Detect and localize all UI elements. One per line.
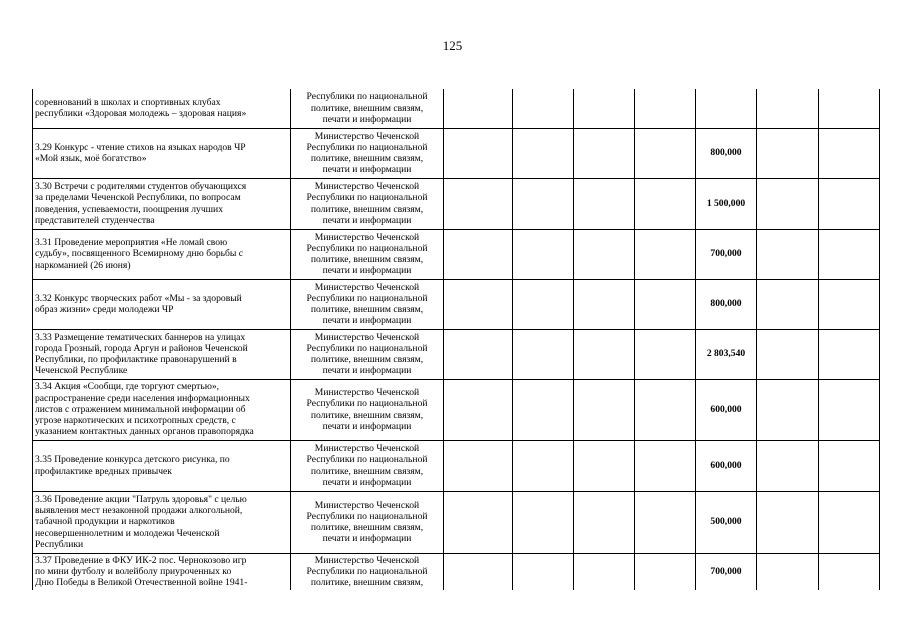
event-description-cell (33, 491, 291, 553)
description-line: по мини футболу и волейболу приуроченных ко (35, 566, 232, 578)
description-line: несовершеннолетним и молодежи Чеченской (35, 527, 220, 539)
program-table (32, 89, 880, 590)
empty-cell (757, 491, 819, 553)
empty-cell (513, 178, 574, 229)
empty-cell (513, 553, 574, 590)
executor-line: Республики по национальной (306, 342, 428, 354)
empty-cell (819, 379, 880, 440)
description-line: указанием контактных данных органов правопорядка (35, 426, 254, 438)
description-line: города Грозный, города Аргун и районов Чеченской (35, 342, 248, 354)
empty-cell (819, 178, 880, 229)
description-line: табачной продукции и наркотиков (35, 516, 175, 528)
event-description-cell (33, 379, 291, 440)
executor-line: Республики по национальной (306, 192, 428, 204)
empty-cell (819, 229, 880, 279)
table-row (33, 491, 880, 553)
empty-cell (574, 89, 635, 128)
executor-line: политике, внешним связям, (310, 203, 424, 215)
event-description-cell (33, 553, 291, 590)
table-row (33, 379, 880, 440)
amount-cell: 800,000 (696, 128, 757, 178)
table-row (33, 440, 880, 491)
empty-cell (513, 440, 574, 491)
empty-cell (819, 329, 880, 379)
empty-cell (635, 491, 696, 553)
amount-cell: 500,000 (696, 491, 757, 553)
event-description-cell (33, 128, 291, 178)
empty-cell (574, 329, 635, 379)
executor-line: Республики по национальной (306, 398, 428, 410)
description-line: Республики (35, 538, 84, 550)
empty-cell (513, 379, 574, 440)
executor-cell (291, 329, 444, 379)
empty-cell (574, 440, 635, 491)
amount-cell: 600,000 (696, 379, 757, 440)
empty-cell (635, 553, 696, 590)
page-number: 125 (442, 38, 463, 53)
amount-cell: 1 500,000 (696, 178, 757, 229)
amount-cell: 2 803,540 (696, 329, 757, 379)
executor-line: Республики по национальной (306, 510, 428, 522)
executor-line: политике, внешним связям, (310, 409, 424, 421)
empty-cell (819, 553, 880, 590)
executor-line: Республики по национальной (306, 454, 428, 466)
executor-line: Министерство Чеченской (314, 443, 420, 455)
empty-cell (444, 89, 513, 128)
executor-line: политике, внешним связям, (310, 522, 424, 533)
executor-line: печати и информации (322, 214, 412, 226)
table-row (33, 329, 880, 379)
description-line: 3.32 Конкурс творческих работ «Мы - за здоровый (35, 292, 242, 304)
description-line: профилактике вредных привычек (35, 465, 172, 477)
empty-cell (635, 128, 696, 178)
executor-cell (291, 128, 444, 178)
empty-cell (513, 279, 574, 329)
executor-line: Министерство Чеченской (314, 130, 420, 142)
description-line: судьбу», посвященного Всемирному дню борьбы с (35, 248, 244, 260)
empty-cell (757, 178, 819, 229)
executor-line: Министерство Чеченской (314, 231, 420, 243)
event-description-cell (33, 279, 291, 329)
empty-cell (513, 128, 574, 178)
empty-cell (574, 128, 635, 178)
executor-cell (291, 89, 444, 128)
description-line: образ жизни» среди молодежи ЧР (35, 304, 174, 315)
empty-cell (757, 128, 819, 178)
executor-line: Республики по национальной (306, 292, 428, 304)
empty-cell (635, 329, 696, 379)
executor-line: политике, внешним связям, (310, 465, 424, 477)
executor-line: Республики по национальной (306, 242, 428, 254)
description-line: Чеченской Республике (35, 365, 128, 377)
description-line: 3.30 Встречи с родителями студентов обучающихся (35, 181, 247, 193)
empty-cell (444, 379, 513, 440)
executor-cell (291, 440, 444, 491)
empty-cell (513, 89, 574, 128)
executor-line: политике, внешним связям, (310, 577, 424, 589)
description-line: 3.37 Проведение в ФКУ ИК-2 пос. Чернокозово игр (35, 554, 247, 566)
empty-cell (635, 379, 696, 440)
empty-cell (574, 491, 635, 553)
executor-cell (291, 379, 444, 440)
executor-line: печати и информации (322, 365, 412, 377)
empty-cell (757, 379, 819, 440)
empty-cell (819, 440, 880, 491)
executor-line: Министерство Чеченской (314, 281, 420, 293)
executor-line: Министерство Чеченской (314, 181, 420, 193)
empty-cell (444, 440, 513, 491)
empty-cell (574, 279, 635, 329)
empty-cell (819, 491, 880, 553)
executor-line: политике, внешним связям, (310, 354, 424, 365)
table-row (33, 279, 880, 329)
event-description-cell (33, 89, 291, 128)
executor-line: Республики по национальной (306, 91, 428, 103)
empty-cell (574, 178, 635, 229)
description-line: представителей студенчества (35, 214, 155, 226)
executor-cell (291, 178, 444, 229)
empty-cell (444, 279, 513, 329)
description-line: 3.33 Размещение тематических баннеров на улицах (35, 331, 246, 343)
description-line: листов с отражением минимальной информации об (35, 403, 246, 415)
event-description-cell (33, 178, 291, 229)
description-line: за пределами Чеченской Республики, по вопросам (35, 192, 241, 204)
description-line: поведения, успеваемости, поощрения лучших (35, 203, 223, 215)
executor-line: печати и информации (322, 164, 412, 176)
table-row (33, 89, 880, 128)
description-line: выявления мест незаконной продажи алкогольной, (35, 505, 243, 517)
executor-line: политике, внешним связям, (310, 254, 424, 265)
executor-line: политике, внешним связям, (310, 102, 424, 114)
executor-cell (291, 229, 444, 279)
description-line: 3.36 Проведение акции "Патруль здоровья" с целью (35, 493, 247, 505)
description-line: 3.29 Конкурс - чтение стихов на языках народов ЧР (35, 141, 246, 153)
table-row (33, 229, 880, 279)
executor-line: политике, внешним связям, (310, 153, 424, 164)
empty-cell (819, 279, 880, 329)
empty-cell (635, 279, 696, 329)
executor-line: политике, внешним связям, (310, 304, 424, 315)
executor-line: Республики по национальной (306, 566, 428, 578)
description-line: угрозе наркотических и психотропных средств, с (35, 415, 236, 427)
empty-cell (513, 491, 574, 553)
executor-line: Министерство Чеченской (314, 499, 420, 511)
description-line: 3.34 Акция «Сообщи, где торгуют смертью», (35, 381, 220, 393)
amount-cell: 700,000 (696, 229, 757, 279)
executor-cell (291, 491, 444, 553)
empty-cell (444, 553, 513, 590)
table-body (33, 89, 880, 590)
empty-cell (513, 329, 574, 379)
description-line: Республики, по профилактике правонарушений в (35, 354, 237, 365)
executor-line: Министерство Чеченской (314, 387, 420, 399)
empty-cell (757, 89, 819, 128)
amount-cell (696, 89, 757, 128)
executor-line: печати и информации (322, 265, 412, 277)
empty-cell (757, 279, 819, 329)
executor-line: печати и информации (322, 476, 412, 488)
empty-cell (757, 229, 819, 279)
empty-cell (444, 229, 513, 279)
table-row (33, 553, 880, 590)
empty-cell (574, 229, 635, 279)
description-line: республики «Здоровая молодежь – здоровая нация» (35, 108, 247, 120)
empty-cell (635, 89, 696, 128)
executor-cell (291, 553, 444, 590)
description-line: 3.35 Проведение конкурса детского рисунка, по (35, 454, 230, 466)
executor-line: Министерство Чеченской (314, 554, 420, 566)
empty-cell (444, 178, 513, 229)
empty-cell (819, 128, 880, 178)
empty-cell (757, 329, 819, 379)
amount-cell: 800,000 (696, 279, 757, 329)
description-line: Дню Победы в Великой Отечественной войне 1941- (35, 577, 248, 589)
amount-cell: 700,000 (696, 553, 757, 590)
event-description-cell (33, 229, 291, 279)
description-line: «Мой язык, моё богатство» (35, 153, 147, 164)
executor-line: печати и информации (322, 113, 412, 125)
empty-cell (444, 128, 513, 178)
executor-line: печати и информации (322, 533, 412, 545)
executor-line: Министерство Чеченской (314, 331, 420, 343)
description-line: соревнований в школах и спортивных клубах (35, 97, 221, 109)
empty-cell (635, 440, 696, 491)
executor-cell (291, 279, 444, 329)
empty-cell (513, 229, 574, 279)
amount-cell: 600,000 (696, 440, 757, 491)
description-line: 3.31 Проведение мероприятия «Не ломай свою (35, 237, 228, 249)
table-row (33, 128, 880, 178)
event-description-cell (33, 329, 291, 379)
description-line: распространение среди населения информационных (35, 392, 250, 404)
description-line: наркоманией (26 июня) (35, 259, 131, 271)
empty-cell (635, 178, 696, 229)
empty-cell (574, 553, 635, 590)
event-description-cell (33, 440, 291, 491)
empty-cell (635, 229, 696, 279)
executor-line: печати и информации (322, 420, 412, 432)
empty-cell (819, 89, 880, 128)
executor-line: Республики по национальной (306, 141, 428, 153)
empty-cell (757, 440, 819, 491)
empty-cell (444, 329, 513, 379)
empty-cell (574, 379, 635, 440)
table-row (33, 178, 880, 229)
empty-cell (757, 553, 819, 590)
executor-line: печати и информации (322, 315, 412, 327)
empty-cell (444, 491, 513, 553)
